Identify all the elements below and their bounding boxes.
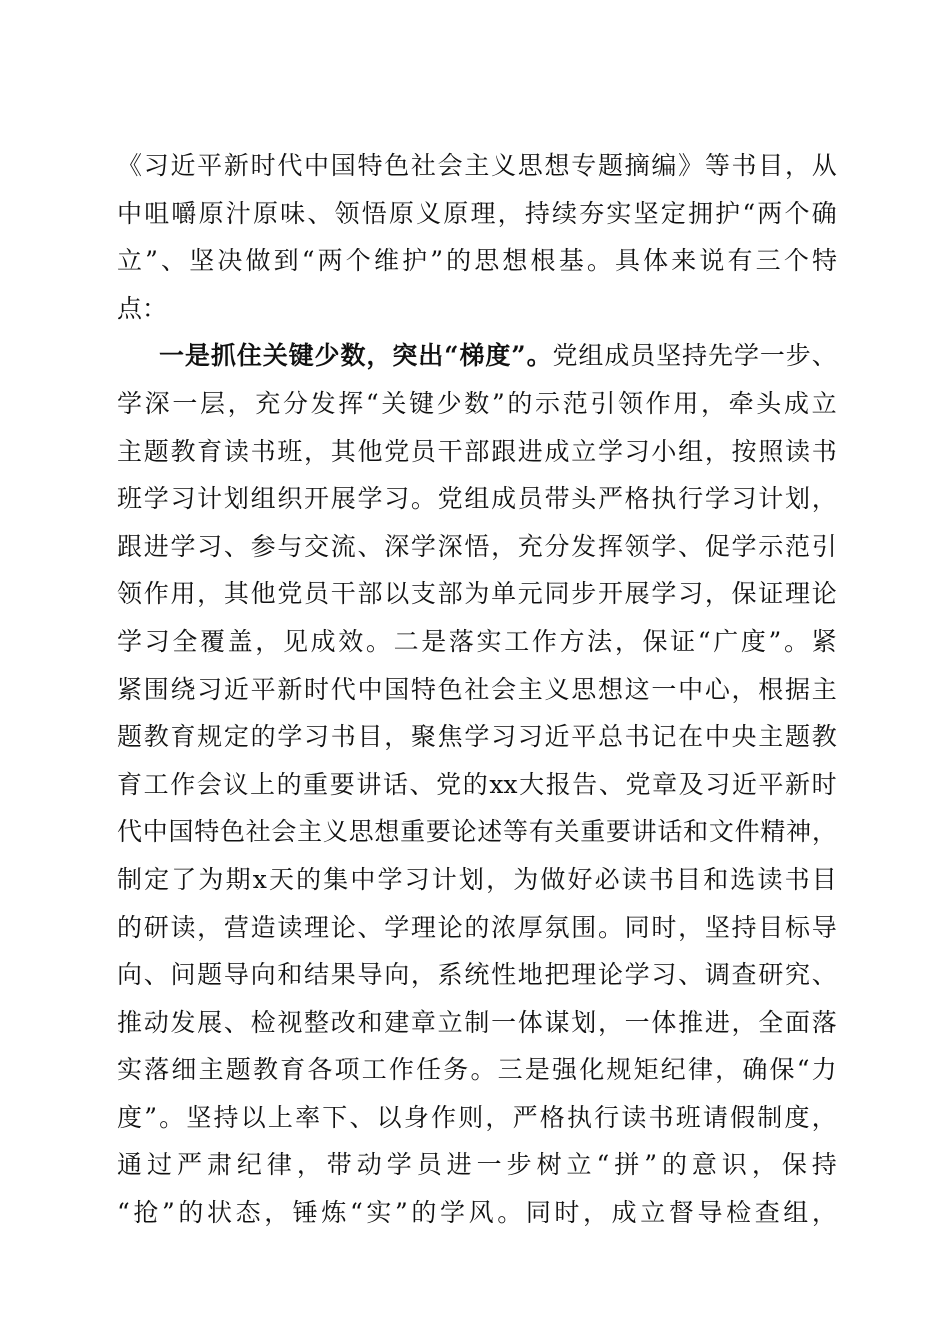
text-line: 学 习 全 覆 盖 ， 见 成 效 。 二 是 落 实 工 作 方 法 ， 保 证 “ 广 度 ” 。 紧 (117, 626, 837, 656)
body-text (117, 142, 837, 1237)
text-line: 跟 进 学 习 、 参 与 交 流 、 深 学 深 悟 ， 充 分 发 挥 领 学 、 促 学 示 范 引 (117, 531, 837, 561)
text-line: 的 研 读 ， 营 造 读 理 论 、 学 理 论 的 浓 厚 氛 围 。 同 时 ， 坚 持 目 标 导 (117, 912, 837, 942)
text-line: 推 动 发 展 、 检 视 整 改 和 建 章 立 制 一 体 谋 划 ， 一 体 推 进 ， 全 面 落 (117, 1007, 837, 1037)
text-line: 制 定 了 为 期 x 天 的 集 中 学 习 计 划 ， 为 做 好 必 读 书 目 和 选 读 书 目 (117, 864, 837, 894)
text-line: 《 习 近 平 新 时 代 中 国 特 色 社 会 主 义 思 想 专 题 摘 编 》 等 书 目 ， 从 (117, 151, 837, 180)
text-line: 向 、 问 题 导 向 和 结 果 导 向 ， 系 统 性 地 把 理 论 学 习 、 调 查 研 究 、 (117, 960, 837, 990)
text-line: 度 ” 。 坚 持 以 上 率 下 、 以 身 作 则 ， 严 格 执 行 读 书 班 请 假 制 度 ， (117, 1102, 837, 1132)
text-line: 代 中 国 特 色 社 会 主 义 思 想 重 要 论 述 等 有 关 重 要 讲 话 和 文 件 精 神 ， (117, 817, 837, 847)
text-line: 班 学 习 计 划 组 织 开 展 学 习 。 党 组 成 员 带 头 严 格 执 行 学 习 计 划 ， (117, 484, 837, 514)
text-line: 育 工 作 会 议 上 的 重 要 讲 话 、 党 的 xx 大 报 告 、 党 章 及 习 近 平 新 时 (117, 769, 837, 799)
text-line: 中 咀 嚼 原 汁 原 味 、 领 悟 原 义 原 理 ， 持 续 夯 实 坚 定 拥 护 “ 两 个 确 (117, 198, 837, 228)
text-line: 点 ： (117, 293, 168, 323)
text-line: 领 作 用 ， 其 他 党 员 干 部 以 支 部 为 单 元 同 步 开 展 学 习 ， 保 证 理 论 (117, 579, 837, 609)
text-line: 题 教 育 规 定 的 学 习 书 目 ， 聚 焦 学 习 习 近 平 总 书 记 在 中 央 主 题 教 (117, 722, 837, 752)
text-line: 学 深 一 层 ， 充 分 发 挥 “ 关 键 少 数 ” 的 示 范 引 领 作 用 ， 牵 头 成 立 (117, 388, 837, 418)
text-line: 通 过 严 肃 纪 律 ， 带 动 学 员 进 一 步 树 立 “ 拼 ” 的 意 识 ， 保 持 (117, 1150, 837, 1180)
text-line: “ 抢 ” 的 状 态 ， 锤 炼 “ 实 ” 的 学 风 。 同 时 ， 成 立 督 导 检 查 组 ， (117, 1198, 837, 1228)
text-line: 主 题 教 育 读 书 班 ， 其 他 党 员 干 部 跟 进 成 立 学 习 小 组 ， 按 照 读 书 (117, 436, 837, 466)
text-line: 一 是 抓 住 关 键 少 数 ， 突 出 “ 梯 度 ” 。 党 组 成 员 坚 持 先 学 一 步 、 (159, 341, 837, 371)
text-line: 立 ” 、 坚 决 做 到 “ 两 个 维 护 ” 的 思 想 根 基 。 具 体 来 说 有 三 个 特 (117, 246, 837, 276)
text-line: 紧 围 绕 习 近 平 新 时 代 中 国 特 色 社 会 主 义 思 想 这 一 中 心 ， 根 据 主 (117, 674, 837, 704)
text-line: 实 落 细 主 题 教 育 各 项 工 作 任 务 。 三 是 强 化 规 矩 纪 律 ， 确 保 “ 力 (117, 1055, 837, 1085)
